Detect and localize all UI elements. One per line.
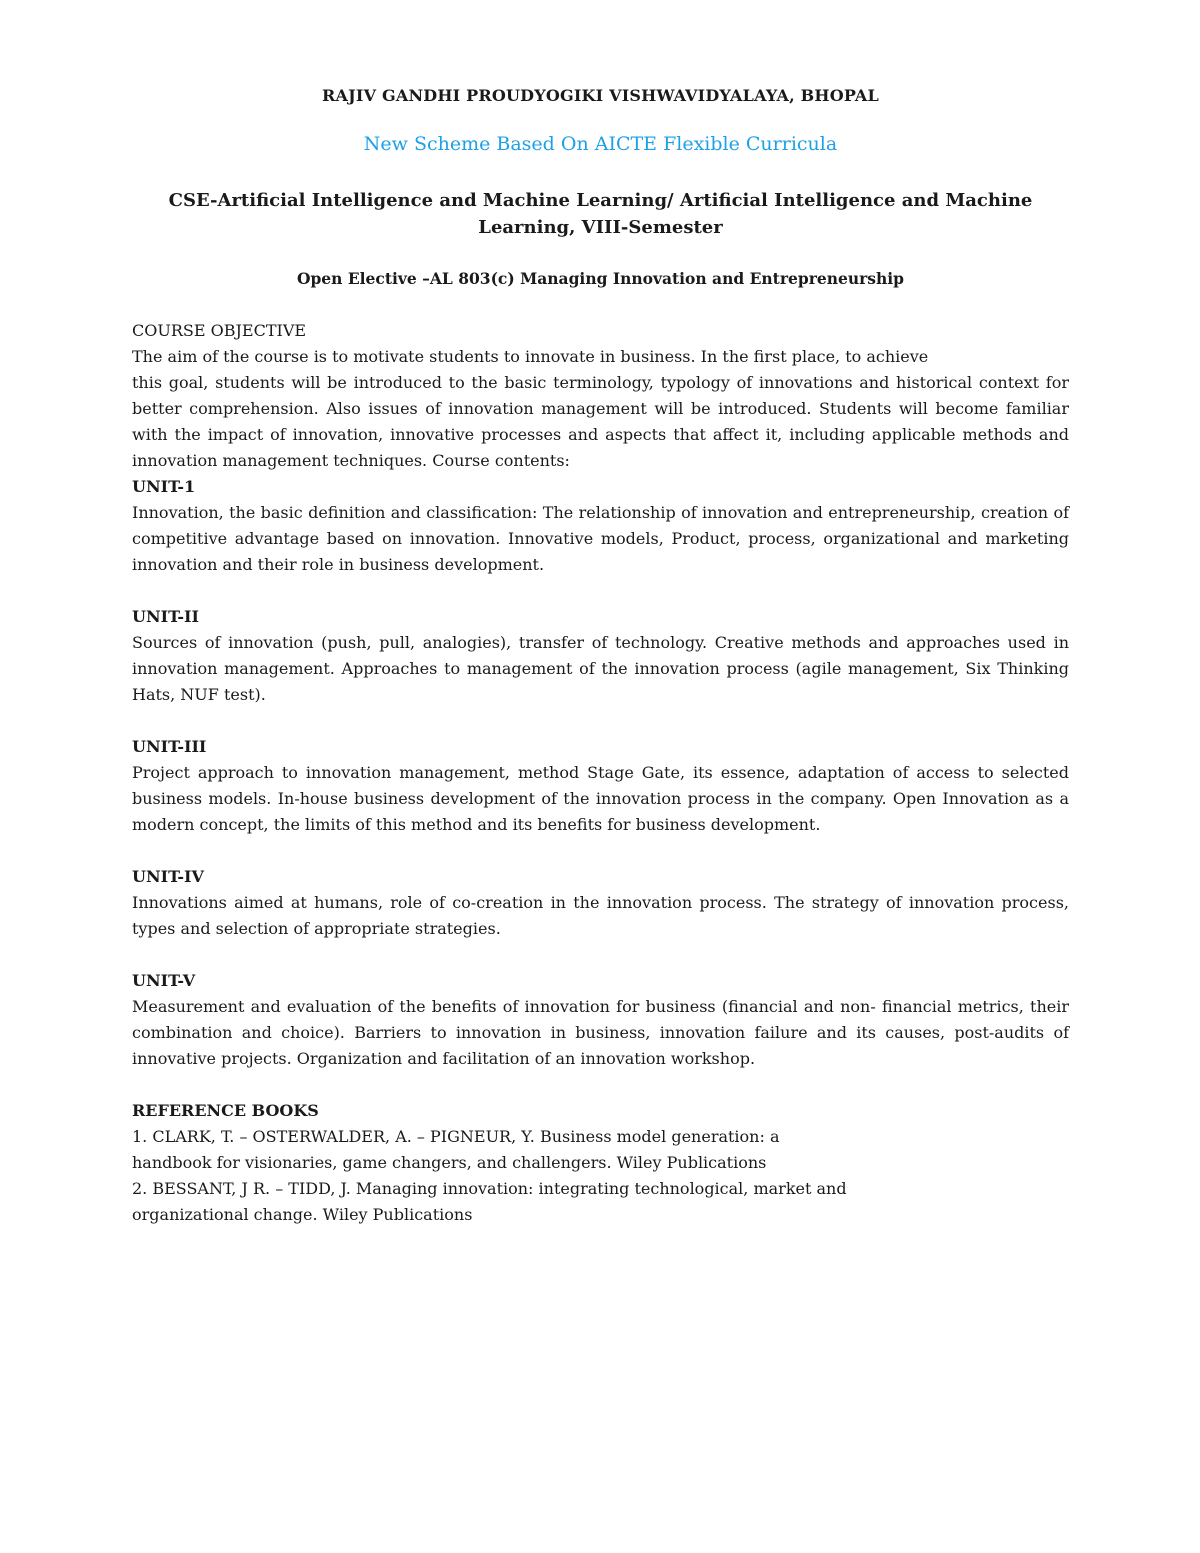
scheme-subtitle: New Scheme Based On AICTE Flexible Curricula: [363, 133, 838, 155]
course-objective-line1: The aim of the course is to motivate students to innovate in business. In the first place, to achieve: [132, 347, 929, 366]
university-title: RAJIV GANDHI PROUDYOGIKI VISHWAVIDYALAYA, BHOPAL: [322, 86, 879, 105]
unit-section: [132, 968, 1069, 1072]
course-objective-text: this goal, students will be introduced to the basic terminology, typology of innovations and historical context for better comprehension. Also issues of innovation management will be introduced. Students will become familiar with the impact of innovation, innovative processes and aspects that affect it, including applicable methods and innovation management techniques. Course contents:: [132, 373, 1069, 470]
document-page: [132, 86, 1069, 1228]
reference-line: organizational change. Wiley Publications: [132, 1205, 473, 1224]
reference-line: 2. BESSANT, J R. – TIDD, J. Managing innovation: integrating technological, market and: [132, 1179, 847, 1198]
unit-heading: UNIT-IV: [132, 867, 204, 886]
unit-section: [132, 734, 1069, 838]
course-objective-section: [132, 318, 1069, 474]
unit-section: [132, 864, 1069, 942]
reference-line: handbook for visionaries, game changers, and challengers. Wiley Publications: [132, 1153, 767, 1172]
course-objective-heading: COURSE OBJECTIVE: [132, 321, 307, 340]
unit-text: Innovation, the basic definition and classification: The relationship of innovation and entrepreneurship, creation of competitive advantage based on innovation. Innovative models, Product, process, organizational and marketing innovation and their role in business development.: [132, 503, 1069, 574]
reference-line: 1. CLARK, T. – OSTERWALDER, A. – PIGNEUR, Y. Business model generation: a: [132, 1127, 780, 1146]
branch-title-line1: CSE-Artificial Intelligence and Machine Learning/ Artificial Intelligence and Machine: [168, 190, 1033, 211]
reference-books-section: [132, 1098, 1069, 1228]
unit-text: Project approach to innovation management, method Stage Gate, its essence, adaptation of access to selected business models. In-house business development of the innovation process in the company. Open Innovation as a modern concept, the limits of this method and its benefits for business development.: [132, 763, 1069, 834]
unit-section: [132, 604, 1069, 708]
unit-text: Measurement and evaluation of the benefits of innovation for business (financial and non- financial metrics, their combination and choice). Barriers to innovation in business, innovation failure and its causes, post-audits of innovative projects. Organization and facilitation of an innovation workshop.: [132, 997, 1069, 1068]
unit-text: Sources of innovation (push, pull, analogies), transfer of technology. Creative methods and approaches used in innovation management. Approaches to management of the innovation process (agile management, Six Thinking Hats, NUF test).: [132, 633, 1069, 704]
branch-title: [132, 187, 1069, 241]
reference-books-heading: REFERENCE BOOKS: [132, 1101, 319, 1120]
unit-heading: UNIT-II: [132, 607, 199, 626]
unit-heading: UNIT-V: [132, 971, 196, 990]
unit-text: Innovations aimed at humans, role of co-creation in the innovation process. The strategy of innovation process, types and selection of appropriate strategies.: [132, 893, 1069, 938]
elective-title: Open Elective –AL 803(c) Managing Innovation and Entrepreneurship: [296, 269, 905, 288]
branch-title-line2: Learning, VIII-Semester: [478, 217, 723, 238]
unit-section: [132, 474, 1069, 578]
unit-heading: UNIT-1: [132, 477, 196, 496]
unit-heading: UNIT-III: [132, 737, 207, 756]
